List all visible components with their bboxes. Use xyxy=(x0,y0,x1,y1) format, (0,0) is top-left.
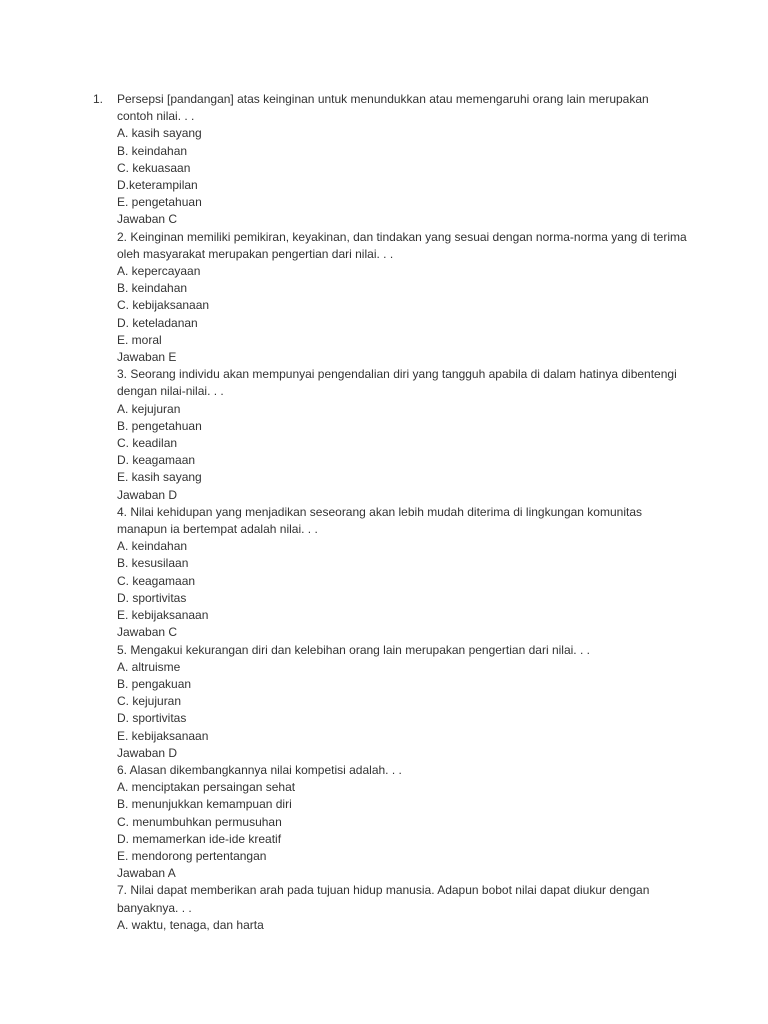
option: D. sportivitas xyxy=(117,590,187,605)
option: E. kebijaksanaan xyxy=(117,608,209,623)
option: D. keagamaan xyxy=(117,453,196,468)
answer: Jawaban D xyxy=(117,745,178,760)
question-block xyxy=(117,229,687,367)
option: C. kekuasaan xyxy=(117,160,191,175)
question-block xyxy=(117,882,687,934)
option: B. keindahan xyxy=(117,143,188,158)
option: B. menunjukkan kemampuan diri xyxy=(117,797,292,812)
option: A. kepercayaan xyxy=(117,264,201,279)
option: E. mendorong pertentangan xyxy=(117,848,267,863)
option: C. keagamaan xyxy=(117,573,196,588)
option: A. kejujuran xyxy=(117,401,181,416)
option: C. kejujuran xyxy=(117,694,182,709)
option: A. keindahan xyxy=(117,539,188,554)
question-text: Persepsi [pandangan] atas keinginan untuk menundukkan atau memengaruhi orang lain merupakan contoh nilai. . . xyxy=(117,92,649,124)
answer: Jawaban A xyxy=(117,866,176,881)
option: D. sportivitas xyxy=(117,711,187,726)
option: C. menumbuhkan permusuhan xyxy=(117,814,282,829)
option: C. keadilan xyxy=(117,436,178,451)
question-text: 2. Keinginan memiliki pemikiran, keyakinan, dan tindakan yang sesuai dengan norma-norma yang di terima oleh masyarakat merupakan pengertian dari nilai. . . xyxy=(117,229,687,261)
answer: Jawaban C xyxy=(117,212,178,227)
question-block xyxy=(117,504,687,642)
option: B. pengetahuan xyxy=(117,418,202,433)
option: E. moral xyxy=(117,332,162,347)
question-text: 3. Seorang individu akan mempunyai pengendalian diri yang tangguh apabila di dalam hatinya dibentengi dengan nilai-nilai. . . xyxy=(117,367,677,399)
question-block xyxy=(117,762,687,882)
answer: Jawaban C xyxy=(117,625,178,640)
option: A. kasih sayang xyxy=(117,126,202,141)
option: A. altruisme xyxy=(117,659,181,674)
question-block xyxy=(117,91,687,229)
option: C. kebijaksanaan xyxy=(117,298,210,313)
option: E. kasih sayang xyxy=(117,470,202,485)
option: B. kesusilaan xyxy=(117,556,189,571)
option: B. keindahan xyxy=(117,281,188,296)
option: D. memamerkan ide-ide kreatif xyxy=(117,831,282,846)
option: D.keterampilan xyxy=(117,178,198,193)
option: A. menciptakan persaingan sehat xyxy=(117,780,296,795)
question-number: 1. xyxy=(93,92,104,106)
question-block xyxy=(117,366,687,504)
answer: Jawaban D xyxy=(117,487,178,502)
option: E. kebijaksanaan xyxy=(117,728,209,743)
answer: Jawaban E xyxy=(117,350,177,365)
question-text: 4. Nilai kehidupan yang menjadikan seseorang akan lebih mudah diterima di lingkungan komunitas manapun ia bertempat adalah nilai. . . xyxy=(117,504,642,537)
question-text: 7. Nilai dapat memberikan arah pada tujuan hidup manusia. Adapun bobot nilai dapat diukur dengan banyaknya. . . xyxy=(117,883,650,915)
option: B. pengakuan xyxy=(117,676,192,691)
option: D. keteladanan xyxy=(117,315,198,330)
question-text: 6. Alasan dikembangkannya nilai kompetisi adalah. . . xyxy=(117,762,402,777)
question-list xyxy=(93,91,687,934)
question-block xyxy=(117,642,687,762)
option: A. waktu, tenaga, dan harta xyxy=(117,917,264,932)
option: E. pengetahuan xyxy=(117,195,202,210)
question-text: 5. Mengakui kekurangan diri dan kelebihan orang lain merupakan pengertian dari nilai. . . xyxy=(117,642,590,657)
